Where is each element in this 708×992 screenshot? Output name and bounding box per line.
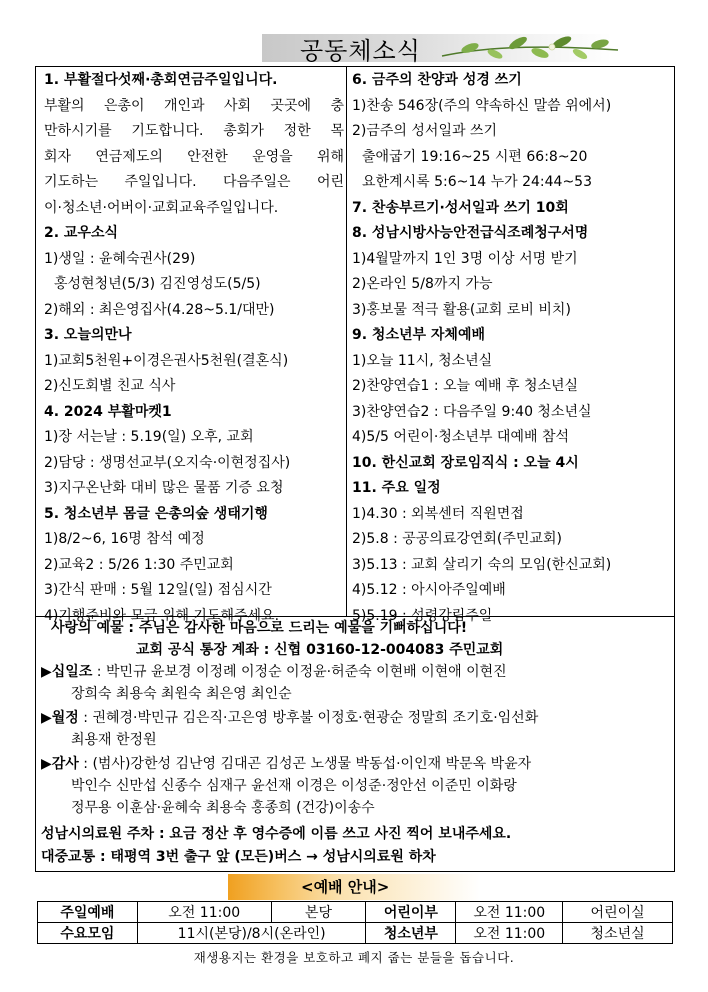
- news-line: 1)장 서는날 : 5.19(일) 오후, 교회: [44, 429, 254, 445]
- news-line: 4)기행준비와 모금 위해 기도해주세요.: [44, 607, 280, 624]
- news-line: 1)찬송 546장(주의 약속하신 말씀 위에서): [352, 97, 612, 114]
- right-news-column: [352, 68, 674, 629]
- news-line: 1)오늘 11시, 청소년실: [352, 352, 493, 369]
- section-heading: 7. 찬송부르기·성서일과 쓰기 10회: [352, 199, 569, 216]
- news-line: 2)찬양연습1 : 오늘 예배 후 청소년실: [352, 378, 579, 394]
- page-title: 공동체소식: [300, 37, 421, 65]
- news-line: 1)교회5천원+이경은권사5천원(결혼식): [44, 352, 289, 369]
- news-line: 2)온라인 5/8까지 가능: [352, 276, 493, 292]
- table-cell: 오전 11:00: [137, 902, 271, 923]
- thanks-names-2: 박인수 신만섭 신종수 심재구 윤선재 이경은 이성준·정안선 이준민 이화랑: [71, 778, 517, 794]
- section-heading: 10. 한신교회 장로임직식 : 오늘 4시: [352, 454, 579, 471]
- tithe-names-1: : 박민규 윤보경 이정례 이정순 이정윤·허준숙 이현배 이현애 이현진: [92, 664, 507, 680]
- section-heading: 1. 부활절다섯째·총회연금주일입니다.: [44, 72, 278, 88]
- news-line: 만하시기를 기도합니다. 총회가 정한 목: [44, 123, 344, 139]
- news-line: 1)4월말까지 1인 3명 이상 서명 받기: [352, 250, 578, 267]
- news-line: 3)5.13 : 교회 살리기 숙의 모임(한신교회): [352, 556, 612, 573]
- news-line: 3)찬양연습2 : 다음주일 9:40 청소년실: [352, 403, 592, 420]
- section-heading: 9. 청소년부 자체예배: [352, 327, 485, 343]
- news-line: 요한계시록 5:6~14 누가 24:44~53: [362, 174, 592, 190]
- news-line: 4)5/5 어린이·청소년부 대예배 참석: [352, 429, 569, 445]
- news-line: 회자 연금제도의 안전한 운영을 위해: [44, 148, 344, 165]
- news-line: 2)5.8 : 공공의료강연회(주민교회): [352, 531, 562, 547]
- table-cell: 오전 11:00: [456, 902, 563, 923]
- news-line: 1)생일 : 윤혜숙권사(29): [44, 250, 196, 267]
- tithe-label: ▶십일조: [41, 664, 93, 680]
- news-line: 5)5.19 : 성령강림주일: [352, 607, 493, 624]
- table-row: [38, 923, 673, 944]
- table-cell: 오전 11:00: [456, 923, 563, 944]
- worship-schedule-table: [37, 901, 673, 944]
- table-cell: 어린이실: [563, 902, 673, 923]
- monthly-label: ▶월정: [41, 710, 79, 726]
- table-cell: 11시(본당)/8시(온라인): [137, 923, 366, 944]
- table-row: [38, 902, 673, 923]
- parking-notice: 성남시의료원 주차 : 요금 정산 후 영수증에 이름 쓰고 사진 찍어 보내주세요.: [41, 826, 512, 842]
- news-line: 4)5.12 : 아시아주일예배: [352, 582, 506, 598]
- news-line: 출애굽기 19:16~25 시편 66:8~20: [362, 148, 588, 165]
- news-line: 3)지구온난화 대비 많은 물품 기증 요청: [44, 480, 284, 496]
- tithe-line-1: [41, 661, 507, 683]
- news-line: 1)8/2~6, 16명 참석 예정: [44, 531, 205, 547]
- table-cell: 어린이부: [366, 902, 456, 923]
- thanks-names-3: 정무용 이훈삼·윤혜숙 최용숙 홍종희 (건강)이송수: [71, 800, 375, 816]
- offering-heading: 사랑의 예물 : 주님은 감사한 마음으로 드리는 예물을 기뻐하십니다!: [51, 620, 468, 636]
- news-line: 2)금주의 성서일과 쓰기: [352, 123, 497, 139]
- news-line: 이·청소년·어버이·교회교육주일입니다.: [44, 199, 279, 216]
- section-heading: 2. 교우소식: [44, 225, 119, 241]
- news-line: 2)담당 : 생명선교부(오지숙·이현정집사): [44, 454, 291, 471]
- table-cell: 주일예배: [38, 902, 138, 923]
- news-line: 2)신도회별 친교 식사: [44, 378, 176, 394]
- transit-notice: 대중교통 : 태평역 3번 출구 앞 (모든)버스 → 성남시의료원 하차: [41, 849, 436, 865]
- section-heading: 11. 주요 일정: [352, 480, 441, 496]
- news-line: 부활의 은총이 개인과 사회 곳곳에 충: [44, 97, 344, 114]
- news-line: 1)4.30 : 외복센터 직원면접: [352, 505, 524, 522]
- monthly-line-1: [41, 707, 538, 729]
- section-heading: 5. 청소년부 몸글 은총의숲 생태기행: [44, 505, 268, 522]
- section-heading: 8. 성남시방사능안전급식조례청구서명: [352, 225, 589, 241]
- section-heading: 4. 2024 부활마켓1: [44, 403, 172, 420]
- section-heading: 3. 오늘의만나: [44, 327, 132, 343]
- table-cell: 수요모임: [38, 923, 138, 944]
- column-divider: [346, 66, 347, 617]
- table-cell: 청소년실: [563, 923, 673, 944]
- bank-account: 교회 공식 통장 계좌 : 신협 03160-12-004083 주민교회: [136, 642, 504, 658]
- offering-section: [35, 617, 675, 872]
- section-heading: 6. 금주의 찬양과 성경 쓰기: [352, 72, 522, 88]
- tithe-names-2: 장희숙 최용숙 최원숙 최은영 최인순: [71, 686, 292, 702]
- worship-title: <예배 안내>: [301, 878, 390, 896]
- news-line: 2)교육2 : 5/26 1:30 주민교회: [44, 556, 234, 573]
- news-line: 기도하는 주일입니다. 다음주일은 어린: [44, 174, 344, 190]
- monthly-names-2: 최용재 한정원: [71, 732, 157, 748]
- news-line: 3)간식 판매 : 5월 12일(일) 점심시간: [44, 582, 272, 598]
- thanks-line-1: [41, 753, 531, 775]
- news-line: 3)홍보물 적극 활용(교회 로비 비치): [352, 301, 571, 318]
- thanks-label: ▶감사: [41, 756, 79, 772]
- thanks-names-1: : (범사)강한성 김난영 김대곤 김성곤 노생물 박동섭·이인재 박문옥 박윤자: [78, 756, 532, 772]
- leaves-decoration-icon: [440, 34, 620, 64]
- table-cell: 청소년부: [366, 923, 456, 944]
- left-news-column: [44, 68, 344, 629]
- news-line: 홍성현청년(5/3) 김진영성도(5/5): [54, 276, 261, 292]
- table-cell: 본당: [271, 902, 366, 923]
- footer-note: 재생용지는 환경을 보호하고 폐지 줍는 분들을 돕습니다.: [193, 950, 515, 965]
- news-line: 2)해외 : 최은영집사(4.28~5.1/대만): [44, 301, 275, 318]
- monthly-names-1: : 권혜경·박민규 김은직·고은영 방후불 이정호·현광순 정말희 조기호·임선화: [78, 710, 539, 726]
